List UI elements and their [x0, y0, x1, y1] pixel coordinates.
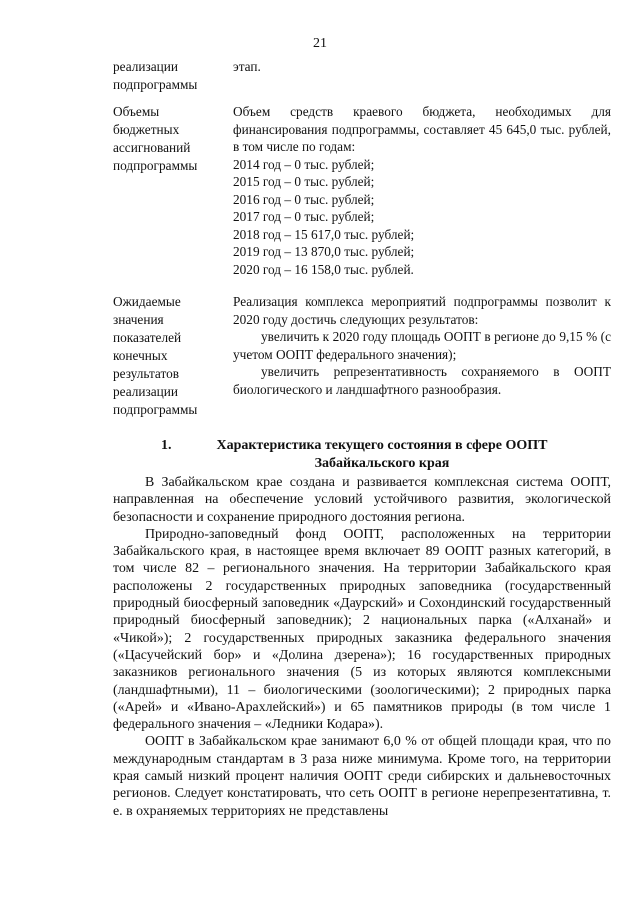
body-paragraph: ООПТ в Забайкальском крае занимают 6,0 % от общей площади края, что по международным стандартам в 3 раза ниже минимума. Кроме того, на территории края самый низкий процент наличия ООПТ среди сибирских и дальневосточных регионов. Следует констатировать, что сеть ООПТ в регионе нерепрезентативна, т. е. в охраняемых территориях не представлены	[113, 734, 611, 819]
budget-year-line: 2017 год – 0 тыс. рублей;	[233, 209, 375, 224]
budget-year-line: 2020 год – 16 158,0 тыс. рублей.	[233, 261, 414, 277]
value-line: этап.	[233, 59, 261, 74]
body-paragraph: В Забайкальском крае создана и развивается комплексная система ООПТ, направленная на обеспечение условий устойчивого развития, экологической безопасности и сохранение природного достояния региона.	[113, 475, 611, 525]
row-label	[113, 58, 223, 94]
page-number: 21	[313, 36, 327, 51]
label-line: показателей	[113, 330, 182, 345]
results-item: увеличить к 2020 году площадь ООПТ в регионе до 9,15 % (с учетом ООПТ федерального значения);	[233, 329, 611, 362]
label-line: значения	[113, 312, 164, 327]
row-value	[233, 103, 611, 278]
label-line: подпрограммы	[113, 402, 198, 417]
label-line: результатов	[113, 366, 180, 381]
label-line: ассигнований	[113, 140, 191, 155]
body-paragraph: Природно-заповедный фонд ООПТ, расположенных на территории Забайкальского края, в настоящее время включает 89 ООПТ разных категорий, в том числе 82 – регионального значения. На территории Забайкальского края расположены 2 государственных природных заповедника (государственный природный биосферный заповедник «Даурский» и Сохондинский государственный природный биосферный заповедник); 2 национальных парка («Алханай» и «Чикой»); 2 государственных природных заказника федерального значения («Цасучейский бор» и «Долина дзерена»); 16 государственных природных заказников регионального значения (5 из которых являются комплексными (ландшафтными), 11 – биологическими (зоологическими); 2 природных парка («Арей» и «Ивано-Арахлейский») и 65 памятников природы (в том числе 1 федерального значения – «Ледники Кодара»).	[113, 526, 611, 733]
section-heading	[113, 437, 611, 473]
budget-text: Объем средств краевого бюджета, необходимых для финансирования подпрограммы, составляет 45 645,0 тыс. рублей, в том числе по годам:	[233, 104, 611, 154]
label-line: реализации	[113, 384, 178, 399]
results-item: увеличить репрезентативность сохраняемого в ООПТ биологического и ландшафтного разнообразия.	[233, 364, 611, 397]
label-line: подпрограммы	[113, 77, 198, 92]
section-title-line2: Забайкальского края	[314, 456, 450, 471]
label-line: Ожидаемые	[113, 294, 181, 309]
budget-year-line: 2018 год – 15 617,0 тыс. рублей;	[233, 226, 415, 242]
results-intro: Реализация комплекса мероприятий подпрограммы позволит к 2020 году достичь следующих результатов:	[233, 294, 611, 327]
section-body	[113, 474, 611, 820]
row-value	[233, 58, 611, 76]
label-line: конечных	[113, 348, 168, 363]
budget-year-line: 2016 год – 0 тыс. рублей;	[233, 191, 375, 207]
budget-year-line: 2019 год – 13 870,0 тыс. рублей;	[233, 244, 415, 259]
budget-year-line: 2015 год – 0 тыс. рублей;	[233, 174, 375, 189]
label-line: реализации	[113, 59, 178, 74]
row-value	[233, 293, 611, 398]
label-line: подпрограммы	[113, 158, 198, 173]
label-line: Объемы	[113, 104, 160, 119]
label-line: бюджетных	[113, 122, 180, 137]
row-label	[113, 103, 223, 175]
budget-year-line: 2014 год – 0 тыс. рублей;	[233, 156, 375, 172]
row-label	[113, 293, 223, 419]
section-number: 1.	[161, 438, 172, 453]
section-title-line1: Характеристика текущего состояния в сфере ООПТ	[216, 438, 548, 453]
